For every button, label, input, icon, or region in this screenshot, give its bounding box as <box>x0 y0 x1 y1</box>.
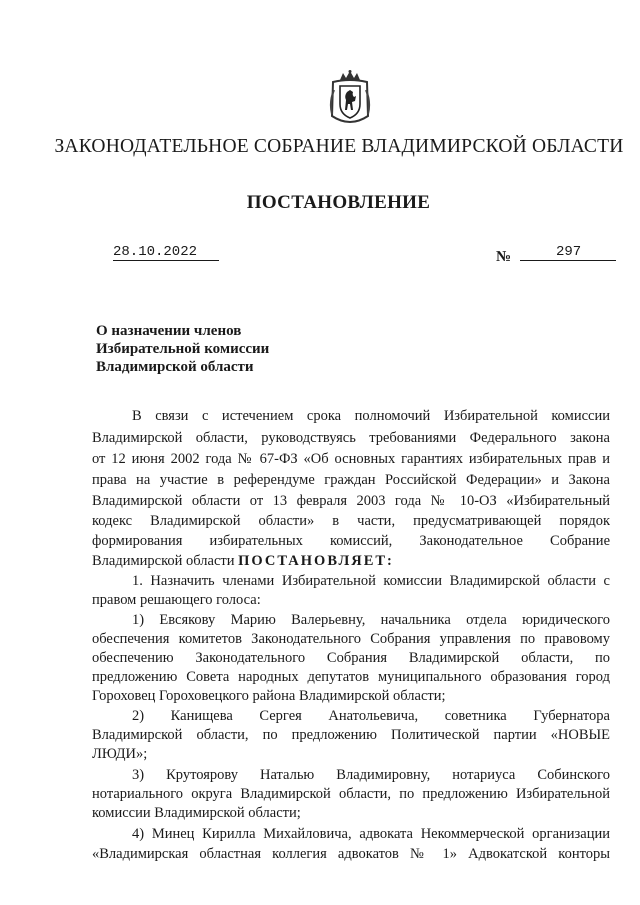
subitem-line: «Владимирская областная коллегия адвокатов № 1» Адвокатской конторы <box>92 846 610 862</box>
subject-line: Избирательной комиссии <box>96 341 270 357</box>
document-type-title: ПОСТАНОВЛЕНИЕ <box>246 192 431 213</box>
resolves-keyword: ПОСТАНОВЛЯЕТ: <box>238 553 394 569</box>
preamble-line: формирования избирательных комиссий, Законодательное Собрание <box>92 533 610 549</box>
subject-line: Владимирской области <box>96 359 254 375</box>
preamble-line: Владимирской области от 13 февраля 2003 года № 10-ОЗ «Избирательный <box>92 493 610 509</box>
preamble-line: кодекс Владимирской области» в части, предусматривающей порядок <box>92 513 610 529</box>
preamble-line: Владимирской области, руководствуясь требованиями Федерального закона <box>92 430 610 446</box>
preamble-line: права на участие в референдуме граждан Российской Федерации» и Закона <box>92 472 610 488</box>
subitem-line: нотариального округа Владимирской области, по предложению Избирательной <box>92 786 610 802</box>
document-date: 28.10.2022 <box>113 244 219 261</box>
subitem-line: Владимирской области, по предложению Политической партии «НОВЫЕ <box>92 727 610 743</box>
subitem-line: 2) Канищева Сергея Анатольевича, советника Губернатора <box>132 708 610 724</box>
subitem-line: предложению Совета народных депутатов муниципального образования город <box>92 669 610 685</box>
document-number: 297 <box>520 244 616 261</box>
item-line: правом решающего голоса: <box>92 592 261 608</box>
subitem-line: обеспечения комитетов Законодательного Собрания управления по правовому <box>92 631 610 647</box>
coat-of-arms-icon <box>328 70 372 126</box>
subject-line: О назначении членов <box>96 323 242 339</box>
subitem-line: ЛЮДИ»; <box>92 746 148 762</box>
preamble-text: Владимирской области <box>92 553 235 569</box>
subitem-line: 1) Евсякову Марию Валерьевну, начальника отдела юридического <box>132 612 610 628</box>
number-sign: № <box>496 249 512 265</box>
subitem-line: обеспечению Законодательного Собрания Владимирской области, по <box>92 650 610 666</box>
item-line: 1. Назначить членами Избирательной комиссии Владимирской области с <box>132 573 610 589</box>
assembly-title: ЗАКОНОДАТЕЛЬНОЕ СОБРАНИЕ ВЛАДИМИРСКОЙ ОБЛАСТИ <box>54 136 624 157</box>
preamble-last-line <box>92 553 610 570</box>
preamble-line: В связи с истечением срока полномочий Избирательной комиссии <box>132 408 610 424</box>
subitem-line: комиссии Владимирской области; <box>92 805 301 821</box>
subitem-line: 3) Крутоярову Наталью Владимировну, нотариуса Собинского <box>132 767 610 783</box>
subitem-line: Гороховец Гороховецкого района Владимирской области; <box>92 688 446 704</box>
document-subject <box>96 322 269 376</box>
preamble-line: от 12 июня 2002 года № 67-ФЗ «Об основных гарантиях избирательных прав и <box>92 451 610 467</box>
subitem-line: 4) Минец Кирилла Михайловича, адвоката Некоммерческой организации <box>132 826 610 842</box>
